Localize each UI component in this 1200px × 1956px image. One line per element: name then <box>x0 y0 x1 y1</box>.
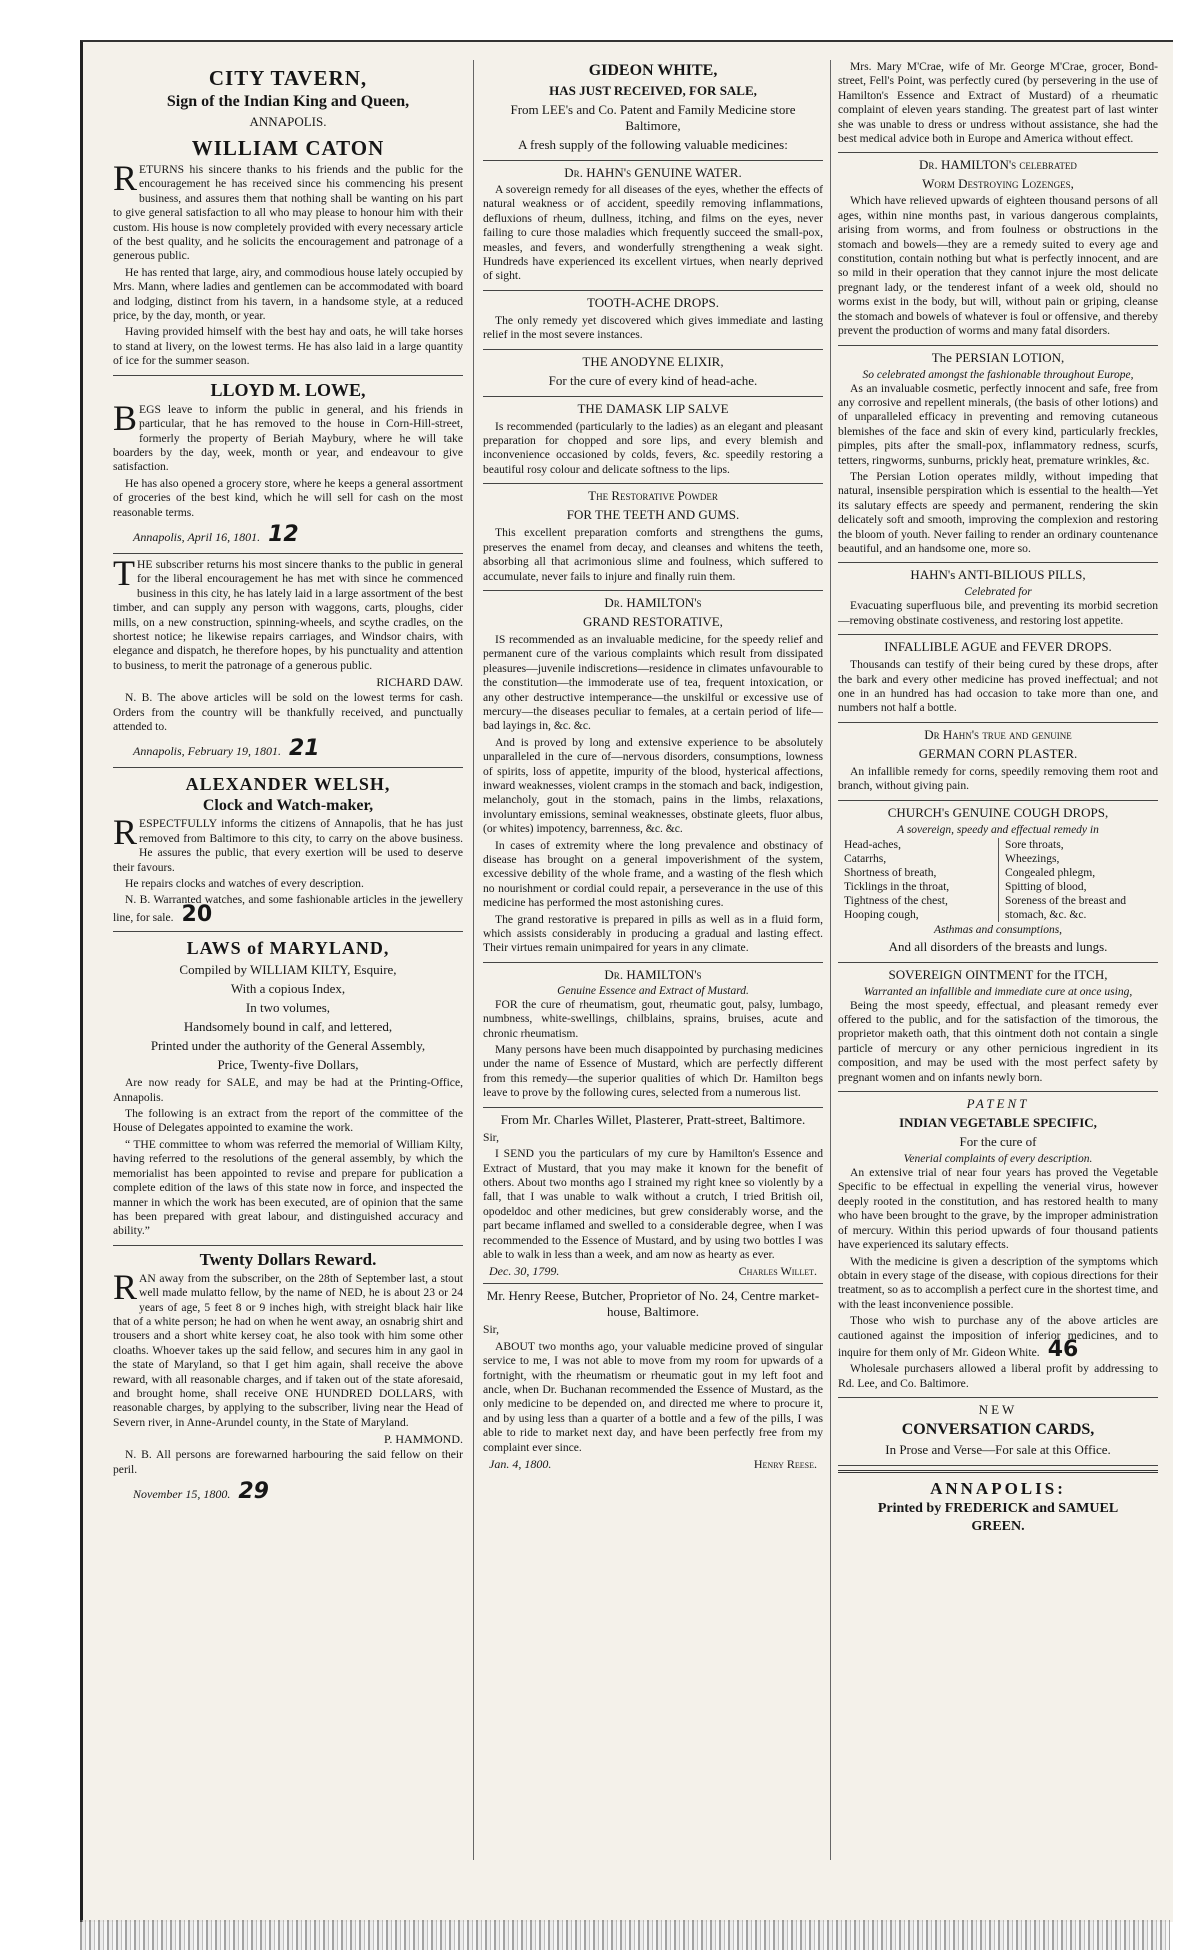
testimonial-signature: Henry Reese. <box>753 1457 817 1471</box>
testimonial-footer <box>489 1264 817 1279</box>
lip-salve-ad <box>483 401 823 485</box>
ad-body: For the cure of every kind of head-ache. <box>548 372 758 388</box>
column-rule <box>473 60 474 1860</box>
testimonial-body: I SEND you the particulars of my cure by Hamilton's Essence and Extract of Mustard, that you may make it known for the benefit of others. About two months ago I strained my right knee so violently by a fall, that I was unable to walk without a crutch, I tried British oil, opodeldoc and other medicines, but grew considerably worse, and the part became inflamed and swelled to a considerable degree, when I was recommended to the Essence of Mustard, and by using two bottles I was able to walk in less than a week, and am now as hearty as ever. <box>483 1147 823 1261</box>
ad-subtitle: For the cure of <box>959 1134 1037 1150</box>
cough-drops-ad <box>838 805 1158 963</box>
ad-body: FOR the cure of rheumatism, gout, rheumatic gout, palsy, lumbago, numbness, white-swellings, chilblains, sprains, bruises, acute and chronic rheumatism. <box>483 997 823 1040</box>
handwritten-mark: 12 <box>268 521 299 547</box>
ailment-list-right <box>998 838 1152 922</box>
list-item: Shortness of breath, <box>844 865 937 879</box>
ad-title: Dr. HAMILTON's celebrated <box>919 157 1077 173</box>
ad-body: Wholesale purchasers allowed a liberal profit by addressing to Rd. Lee, and Co. Baltimore. <box>838 1362 1158 1390</box>
ad-body: An extensive trial of near four years has proved the Vegetable Specific to be effectual in expelling the venerial virus, however deeply rooted in the constitution, and has restored health to many who have been brought to the grave, by the improper administration of mercury. Within this period upwards of four thousand patients have experienced its salutary effects. <box>838 1166 1158 1252</box>
imprint-rule <box>838 1470 1158 1473</box>
ad-subtitle: Venerial complaints of every description. <box>903 1153 1093 1166</box>
ad-body: IS recommended as an invaluable medicine, for the speedy relief and permanent cure of the various complaints which result from dissipated pleasures—juvenile indiscretions—residence in climates unfavourable to the constitution—the immoderate use of tea, frequent intoxication, or any other destructive intemperance—the unskilful or excessive use of mercury—the diseases peculiar to females, at a certain period of life—bad layings in, &c. &c. <box>483 632 823 733</box>
ad-title: GRAND RESTORATIVE, <box>583 613 723 629</box>
ad-subtitle: A sovereign, speedy and effectual remedy in <box>897 823 1099 836</box>
ad-title: GERMAN CORN PLASTER. <box>918 745 1078 761</box>
ad-line: With a copious Index, <box>230 981 346 997</box>
conversation-cards-ad <box>838 1402 1158 1466</box>
testimonial-salutation: Sir, <box>483 1130 499 1144</box>
welsh-ad <box>113 774 463 932</box>
anti-bilious-pills-ad <box>838 567 1158 635</box>
ad-body: The Persian Lotion operates mildly, without impeding that natural, insensible perspiration which is essential to the health—Yet its salutary effects are speedy and permanent, rendering the skin delicately soft and smooth, improving the complexion and restoring the bloom of youth. Never failing to render an ordinary countenance beautiful, and an handsome one, more so. <box>838 469 1158 555</box>
ad-line: In two volumes, <box>245 1000 331 1016</box>
ad-body: As an invaluable cosmetic, perfectly innocent and safe, free from any corrosive and repellent minerals, (the basis of other lotions) and of unparalleled efficacy in preventing and removing cutaneous blemishes of the face and skin of every kind, particularly freckles, pimples, pits after the small-pox, inflammatory redness, scurfs, tetters, ringworms, sunburns, prickly heat, premature wrinkles, &c. <box>838 381 1158 467</box>
list-item: Congealed phlegm, <box>1005 865 1096 879</box>
mccrae-testimonial <box>838 60 1158 153</box>
testimonial-signature: Charles Willet. <box>738 1264 817 1279</box>
ad-advertiser: ALEXANDER WELSH, <box>185 774 391 795</box>
ad-date: Annapolis, April 16, 1801. 12 <box>133 521 299 547</box>
ad-label: PATENT <box>966 1096 1030 1112</box>
ad-body: Evacuating superfluous bile, and preventing its morbid secretion—removing obstinate costiveness, and restoring lost appetite. <box>838 599 1158 627</box>
ad-body: He has also opened a grocery store, where he keeps a general assortment of groceries of the best kind, which he will sell for cash on the most reasonable terms. <box>113 476 463 519</box>
ad-title: Worm Destroying Lozenges, <box>922 176 1074 192</box>
printer-imprint <box>838 1479 1158 1535</box>
testimonial-salutation: Sir, <box>483 1323 499 1337</box>
ad-advertiser: LLOYD M. LOWE, <box>210 379 366 400</box>
ad-title: Dr. HAMILTON's <box>604 594 702 610</box>
ad-line: From LEE's and Co. Patent and Family Medicine store Baltimore, <box>510 102 796 133</box>
list-item: Spitting of blood, <box>1005 879 1087 893</box>
list-item: Catarrhs, <box>844 851 887 865</box>
ad-line: Handsomely bound in calf, and lettered, <box>183 1019 393 1035</box>
ad-body: Which have relieved upwards of eighteen thousand persons of all ages, within nine months past, in various dangerous complaints, arising from worms, and from foulness or obstructions in the stomach and bowels—they are a remedy suited to every age and constitution, contain nothing but what is perfectly innocent, and are so mild in their operation that they cannot injure the most delicate pregnant lady, or the tenderest infant of a week old, should no worms exist in the body, but will, without pain or griping, cleanse the stomach and bowels of whatever is foul or offensive, and thereby prevent the production of worms and many fatal disorders. <box>838 194 1158 338</box>
daw-ad <box>113 552 463 768</box>
genuine-water-ad <box>483 165 823 291</box>
handwritten-mark: 20 <box>181 901 213 927</box>
ague-fever-drops-ad <box>838 639 1158 723</box>
ad-body: Is recommended (particularly to the ladies) as an elegant and pleasant preparation for chopped and sore lips, and every blemish and inconvenience occasioned by colds, fevers, &c. speedily restoring a beautiful rosy colour and delicate softness to the lips. <box>483 419 823 476</box>
willet-testimonial <box>483 1112 823 1285</box>
ad-subtitle: Clock and Watch-maker, <box>202 797 374 815</box>
ad-body: Having provided himself with the best hay and oats, he will take horses to stand at livery, on the lowest terms. He has also laid in a large quantity of ice for the summer season. <box>113 325 463 368</box>
imprint-line: GREEN. <box>971 1519 1025 1535</box>
city-tavern-ad <box>113 66 463 376</box>
column-right <box>838 60 1158 1537</box>
list-item: Soreness of the breast and <box>1005 893 1127 907</box>
ailment-list <box>844 838 1152 922</box>
gideon-white-ad <box>483 62 823 161</box>
ad-title: TOOTH-ACHE DROPS. <box>587 294 719 310</box>
ad-title: Dr. HAHN's GENUINE WATER. <box>564 165 742 180</box>
ad-signature: P. HAMMOND. <box>383 1432 463 1447</box>
ad-title: THE DAMASK LIP SALVE <box>577 400 729 416</box>
runaway-reward-ad <box>113 1250 463 1510</box>
ad-title: INDIAN VEGETABLE SPECIFIC, <box>899 1115 1097 1131</box>
ad-body: He repairs clocks and watches of every description. <box>125 877 364 891</box>
ad-subtitle: So celebrated amongst the fashionable throughout Europe, <box>862 368 1134 381</box>
ad-body: In cases of extremity where the long prevalence and obstinacy of disease has brought on a general impoverishment of the system, excessive debility of the whole frame, and a wasting of the flesh which no nourishment or cordial could repair, a perseverance in the use of this medicine has performed the most astonishing cures. <box>483 838 823 910</box>
ad-title: THE ANODYNE ELIXIR, <box>582 353 724 369</box>
ad-title: CONVERSATION CARDS, <box>901 1421 1095 1439</box>
handwritten-mark: 21 <box>289 736 320 762</box>
list-item: Tightness of the chest, <box>844 893 948 907</box>
ad-subtitle: Celebrated for <box>964 586 1032 599</box>
testimonial-body: ABOUT two months ago, your valuable medicine proved of singular service to me, I was not able to move from my room for upwards of a fortnight, with the rheumatism or rheumatic gout in my left foot and ancle, when Dr. Buchanan recommended the Essence of Mustard, as the only medicine to be depended on, and directed me where to procure it, and by using less than a quarter of a bottle and a few of the pills, I was able to ride to market next day, and have been perfectly free from my complaint ever since. <box>483 1339 823 1454</box>
ad-line: Price, Twenty-five Dollars, <box>217 1057 359 1073</box>
ad-title: Twenty Dollars Reward. <box>199 1249 377 1269</box>
ad-title: The Restorative Powder <box>588 488 718 504</box>
ad-line: A fresh supply of the following valuable medicines: <box>518 137 788 152</box>
ad-body: This excellent preparation comforts and strengthens the gums, preserves the enamel from decay, and cleanses and whitens the teeth, absorbing all that acrimonious slime and foulness, which suffered to accumulate, never fails to injure and finally ruin them. <box>483 526 823 583</box>
testimonial-footer <box>489 1457 817 1472</box>
ad-title: CHURCH's GENUINE COUGH DROPS, <box>887 804 1109 820</box>
testimonial-body: Mrs. Mary M'Crae, wife of Mr. George M'Crae, grocer, Bond-street, Fell's Point, was perfectly cured (by persevering in the use of Hamilton's Essence and Extract of Mustard) of a rheumatic complaint of eleven years standing. The greatest part of last winter she was unable to dress or undress without assistance, she had the best medical advice both in Europe and America without effect. <box>838 60 1158 146</box>
lowe-ad <box>113 380 463 554</box>
ad-title: The PERSIAN LOTION, <box>931 349 1065 365</box>
ad-body: BEGS leave to inform the public in general, and his friends in particular, that he has removed to the house in Corn-Hill-street, formerly the property of Beriah Maybury, where he will take boarders by the day, week, month or year, and endeavour to give satisfaction. <box>113 397 463 474</box>
anodyne-elixir-ad <box>483 354 823 397</box>
testimonial-from: From Mr. Charles Willet, Plasterer, Pratt-street, Baltimore. <box>500 1111 806 1127</box>
ad-quote: “ THE committee to whom was referred the memorial of William Kilty, having referred to the resolutions of the general assembly, by which the memorialist has been appointed to revise and prepare for publication a complete edition of the laws of this state now in force, and inspected the manner in which the work has been executed, are of opinion that the same has been prepared with great labour, and distinguished accuracy and ability.” <box>113 1137 463 1238</box>
ad-body: The grand restorative is prepared in pills as well as in a fluid form, which assists considerably in producing a gradual and lasting effect. Their virtues remain unimpaired for years in any climate. <box>483 912 823 955</box>
laws-of-maryland-ad <box>113 938 463 1245</box>
list-item: Hooping cough, <box>844 907 919 921</box>
persian-lotion-ad <box>838 350 1158 564</box>
ad-line: Asthmas and consumptions, <box>933 923 1063 936</box>
ad-line: HAS JUST RECEIVED, FOR SALE, <box>549 83 757 98</box>
ad-subtitle: Sign of the Indian King and Queen, <box>166 93 410 110</box>
ad-title: INFALLIBLE AGUE and FEVER DROPS. <box>884 639 1112 655</box>
ad-place: ANNAPOLIS. <box>249 114 327 129</box>
itch-ointment-ad <box>838 967 1158 1092</box>
ad-title: CITY TAVERN, <box>208 66 368 90</box>
tooth-ache-drops-ad <box>483 295 823 350</box>
ad-date: November 15, 1800. 29 <box>133 1479 269 1504</box>
list-item: Wheezings, <box>1005 851 1060 865</box>
ad-body: He has rented that large, airy, and commodious house lately occupied by Mrs. Mann, where ladies and gentlemen can be accommodated with board and lodging, distinct from his tavern, in a handsome style, at a reduced price, by the day, month, or year. <box>113 265 463 323</box>
list-item: Head-aches, <box>844 837 901 851</box>
ad-body: An infallible remedy for corns, speedily removing them root and branch, without giving pain. <box>838 764 1158 793</box>
ad-body: N. B. All persons are forewarned harbouring the said fellow on their peril. <box>113 1448 463 1476</box>
torn-edge <box>80 1920 1170 1950</box>
worm-lozenges-ad <box>838 157 1158 345</box>
ad-body: The following is an extract from the report of the committee of the House of Delegates appointed to examine the work. <box>113 1107 463 1135</box>
testimonial-date: Jan. 4, 1800. <box>489 1457 552 1471</box>
ad-title: HAHN's ANTI-BILIOUS PILLS, <box>910 567 1086 583</box>
imprint-place: ANNAPOLIS: <box>930 1479 1066 1499</box>
ad-body: Are now ready for SALE, and may be had at the Printing-Office, Annapolis. <box>113 1076 463 1104</box>
ad-subtitle: Genuine Essence and Extract of Mustard. <box>557 984 749 997</box>
ad-body: Many persons have been much disappointed by purchasing medicines under the name of Essence of Mustard, which are perfectly different from this remedy—the superior qualities of which Dr. Hamilton begs leave to prove by the following cures, selected from a numerous list. <box>483 1043 823 1100</box>
newspaper-page <box>80 40 1173 1922</box>
reese-testimonial <box>483 1288 823 1476</box>
ad-title: LAWS of MARYLAND, <box>186 938 390 959</box>
column-left <box>113 60 463 1514</box>
ad-body: N. B. The above articles will be sold on the lowest terms for cash. Orders from the country will be thankfully received, and punctually attended to. <box>113 691 463 733</box>
column-middle <box>483 60 823 1480</box>
restorative-powder-ad <box>483 488 823 591</box>
ad-body: Being the most speedy, effectual, and pleasant remedy ever offered to the public, and for the satisfaction of the timorous, the proprietor maketh oath, that this ointment doth not contain a single particle of mercury or any other pernicious ingredient in its composition, and may be used with the most perfect safety by pregnant women and on infants newly born. <box>838 998 1158 1084</box>
ad-line: Printed under the authority of the General Assembly, <box>150 1038 426 1054</box>
ad-body: In Prose and Verse—For sale at this Office. <box>885 1442 1111 1458</box>
ailment-list-left <box>844 838 998 922</box>
ad-signature: RICHARD DAW. <box>376 675 463 690</box>
essence-of-mustard-ad <box>483 967 823 1108</box>
ad-body: Thousands can testify of their being cured by these drops, after the bark and every other medicine has proved ineffectual; and not one in an hundred has had occasion to take more than one, and numbers not half a bottle. <box>838 658 1158 715</box>
ad-line: And all disorders of the breasts and lungs. <box>888 938 1108 954</box>
ad-title: Dr. HAMILTON's <box>604 966 702 982</box>
ad-body: THE subscriber returns his most sincere thanks to the public in general for the liberal encouragement he has met with since he commenced business in this city, he has lately laid in a large assortment of the best timber, and can supply any person with waggons, carts, ploughs, cider mills, on a new construction, spinning-wheels, and scythe cradles, on the shortest notice; he likewise repairs carriages, and Windsor chairs, with elegance and dispatch, he therefore hopes, by his punctuality and attention to business, to merit the patronage of a generous public. <box>113 552 463 672</box>
ad-title: FOR THE TEETH AND GUMS. <box>566 507 740 523</box>
list-item: stomach, &c. &c. <box>1005 907 1087 921</box>
ad-date: Annapolis, February 19, 1801. 21 <box>133 736 320 762</box>
testimonial-from: Mr. Henry Reese, Butcher, Proprietor of No. 24, Centre market-house, Baltimore. <box>486 1288 820 1320</box>
ad-label: NEW <box>978 1402 1018 1418</box>
list-item: Ticklings in the throat, <box>844 879 950 893</box>
imprint-line: Printed by FREDERICK and SAMUEL <box>877 1501 1119 1517</box>
ad-body: And is proved by long and extensive experience to be absolutely unparalleled in the cure of—nervous disorders, consumptions, lowness of spirits, loss of appetite, impurity of the blood, hysterical affections, inward weaknesses, violent cramps in the stomach and back, indigestion, melancholy, gout in the stomach, pains in the limbs, relaxations, involuntary emissions, seminal weaknesses, obstinate gleets, fluor albus, (or whites) impotency, barrenness, &c. &c. <box>483 735 823 836</box>
ad-line: Compiled by WILLIAM KILTY, Esquire, <box>179 962 397 978</box>
ad-body: Those who wish to purchase any of the above articles are cautioned against the imposition of inferior medicines, and to inquire for them only of Mr. Gideon White. 46 <box>838 1314 1158 1362</box>
ad-body: RETURNS his sincere thanks to his friends and the public for the encouragement he has received since his commencing his present business, and assures them that nothing shall be wanting on his part to give general satisfaction to all who may please to honour him with their custom. His house is now completely provided with every necessary article of the best quality, and he solicits the encouragement and patronage of a generous public. <box>113 158 463 263</box>
ad-body: N. B. Warranted watches, and some fashionable articles in the jewellery line, for sale. 20 <box>113 893 463 927</box>
ad-title: SOVEREIGN OINTMENT for the ITCH, <box>888 966 1108 982</box>
corn-plaster-ad <box>838 727 1158 801</box>
column-rule <box>830 60 831 1860</box>
ad-advertiser: GIDEON WHITE, <box>588 62 718 79</box>
handwritten-mark: 46 <box>1047 1336 1079 1362</box>
indian-vegetable-specific-ad <box>838 1096 1158 1398</box>
handwritten-mark: 29 <box>238 1479 269 1504</box>
testimonial-date: Dec. 30, 1799. <box>489 1264 560 1279</box>
ad-body: The only remedy yet discovered which gives immediate and lasting relief in the most severe instances. <box>483 313 823 342</box>
ad-body: RAN away from the subscriber, on the 28th of September last, a stout well made mulatto fellow, by the name of NED, he is about 23 or 24 years of age, 5 feet 8 or 9 inches high, with streight black hair like that of a white person; he had on when he went away, an osnabrig shirt and trousers and a short white kersey coat, he also took with him some other cloaths. Whoever takes up the said fellow, and secures him in any gaol in the state of Maryland, so that I get him again, shall receive the above reward, with all reasonable charges, and if taken out of the state aforesaid, and brought home, shall receive ONE HUNDRED DOLLARS, with reasonable charges, by applying to the subscriber, living near the Head of Severn river, in Anne-Arundel county, in the State of Maryland. <box>113 1266 463 1429</box>
grand-restorative-ad <box>483 595 823 963</box>
ad-body: With the medicine is given a description of the symptoms which obtain in every stage of the disease, with copious directions for their treatment, so as to accomplish a perfect cure in the shortest time, and with the least inconvenience possible. <box>838 1254 1158 1311</box>
ad-subtitle: Warranted an infallible and immediate cure at once using, <box>863 985 1133 998</box>
ad-title: Dr Hahn's true and genuine <box>924 726 1072 742</box>
list-item: Sore throats, <box>1005 837 1064 851</box>
ad-advertiser: WILLIAM CATON <box>191 136 385 160</box>
ad-body: RESPECTFULLY informs the citizens of Annapolis, that he has just removed from Baltimore to this city, to carry on the above business. He assures the public, that every exertion will be used to deserve their favours. <box>113 812 463 874</box>
ad-body: A sovereign remedy for all diseases of the eyes, whether the effects of natural weakness or of accident, speedily removing inflammations, defluxions of rheum, dullness, itching, and films on the eyes, never failing to cure those maladies which frequently succeed the small-pox, measles, and fevers, and wonderfully strengthening a weak sight. Hundreds have experienced its excellent virtues, when nearly deprived of sight. <box>483 183 823 283</box>
